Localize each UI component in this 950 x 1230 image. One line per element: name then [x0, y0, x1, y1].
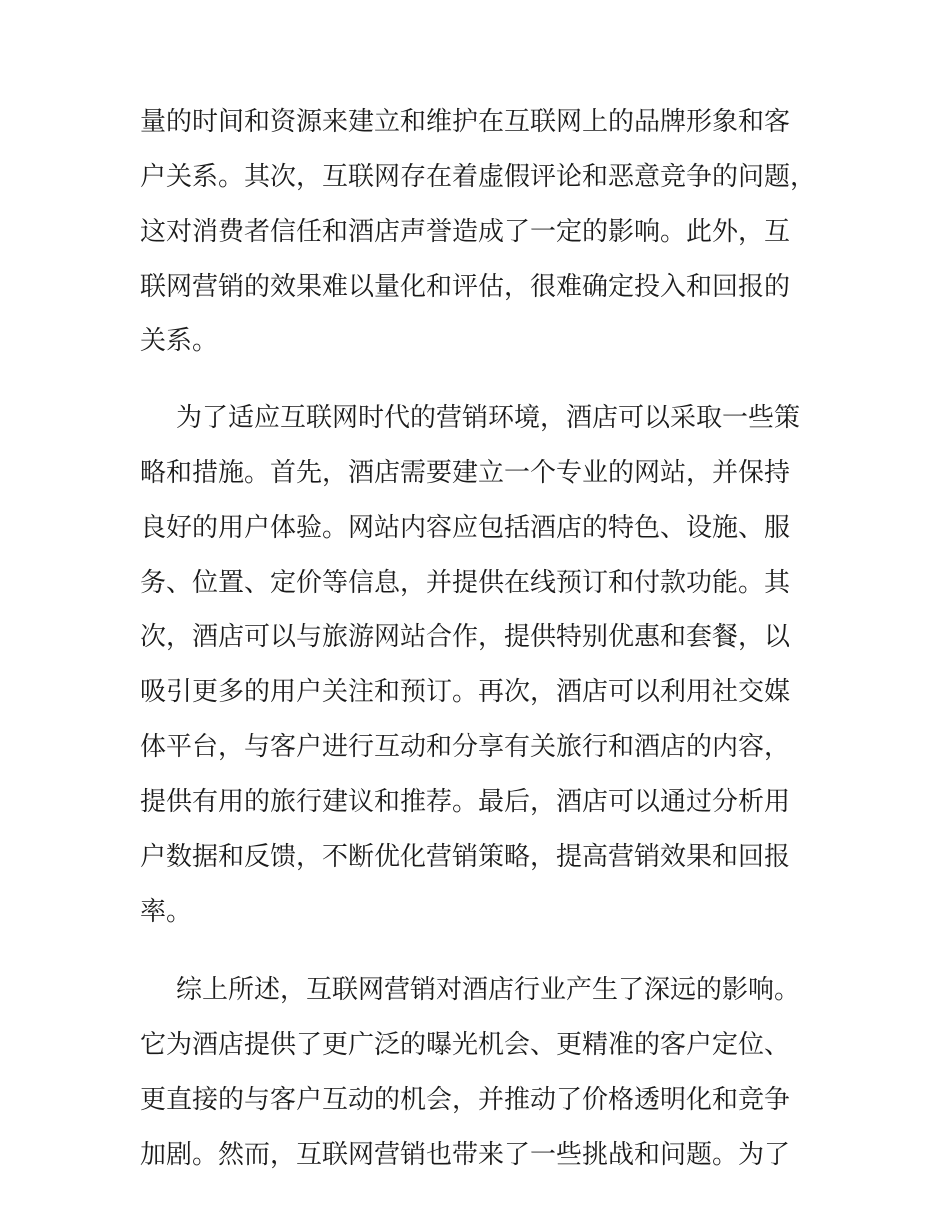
paragraph-2-line-2: 略和措施。首先，酒店需要建立一个专业的网站，并保持	[140, 458, 791, 488]
paragraph-2-line-1: 为了适应互联网时代的营销环境，酒店可以采取一些策	[176, 403, 801, 433]
paragraph-1-line-2: 户关系。其次，互联网存在着虚假评论和恶意竞争的问题，	[140, 162, 817, 192]
paragraph-2-line-9: 户数据和反馈，不断优化营销策略，提高营销效果和回报	[140, 842, 791, 872]
paragraph-1-line-4: 联网营销的效果难以量化和评估，很难确定投入和回报的	[140, 272, 791, 302]
paragraph-2-line-8: 提供有用的旅行建议和推荐。最后，酒店可以通过分析用	[140, 787, 791, 817]
paragraph-2-line-10: 率。	[140, 897, 193, 927]
paragraph-3-line-2: 它为酒店提供了更广泛的曝光机会、更精准的客户定位、	[140, 1030, 791, 1060]
paragraph-3-line-4: 加剧。然而，互联网营销也带来了一些挑战和问题。为了	[140, 1140, 791, 1170]
paragraph-2-line-3: 良好的用户体验。网站内容应包括酒店的特色、设施、服	[140, 513, 791, 543]
paragraph-1-line-5: 关系。	[140, 326, 219, 356]
paragraph-1-line-3: 这对消费者信任和酒店声誉造成了一定的影响。此外，互	[140, 217, 791, 247]
paragraph-1-line-1: 量的时间和资源来建立和维护在互联网上的品牌形象和客	[140, 107, 791, 137]
paragraph-2-line-6: 吸引更多的用户关注和预订。再次，酒店可以利用社交媒	[140, 677, 791, 707]
paragraph-2-line-4: 务、位置、定价等信息，并提供在线预订和付款功能。其	[140, 568, 791, 598]
paragraph-2-line-5: 次，酒店可以与旅游网站合作，提供特别优惠和套餐，以	[140, 622, 791, 652]
paragraph-3-line-3: 更直接的与客户互动的机会，并推动了价格透明化和竞争	[140, 1085, 791, 1115]
paragraph-3-line-1: 综上所述，互联网营销对酒店行业产生了深远的影响。	[176, 975, 801, 1005]
paragraph-2-line-7: 体平台，与客户进行互动和分享有关旅行和酒店的内容，	[140, 732, 791, 762]
